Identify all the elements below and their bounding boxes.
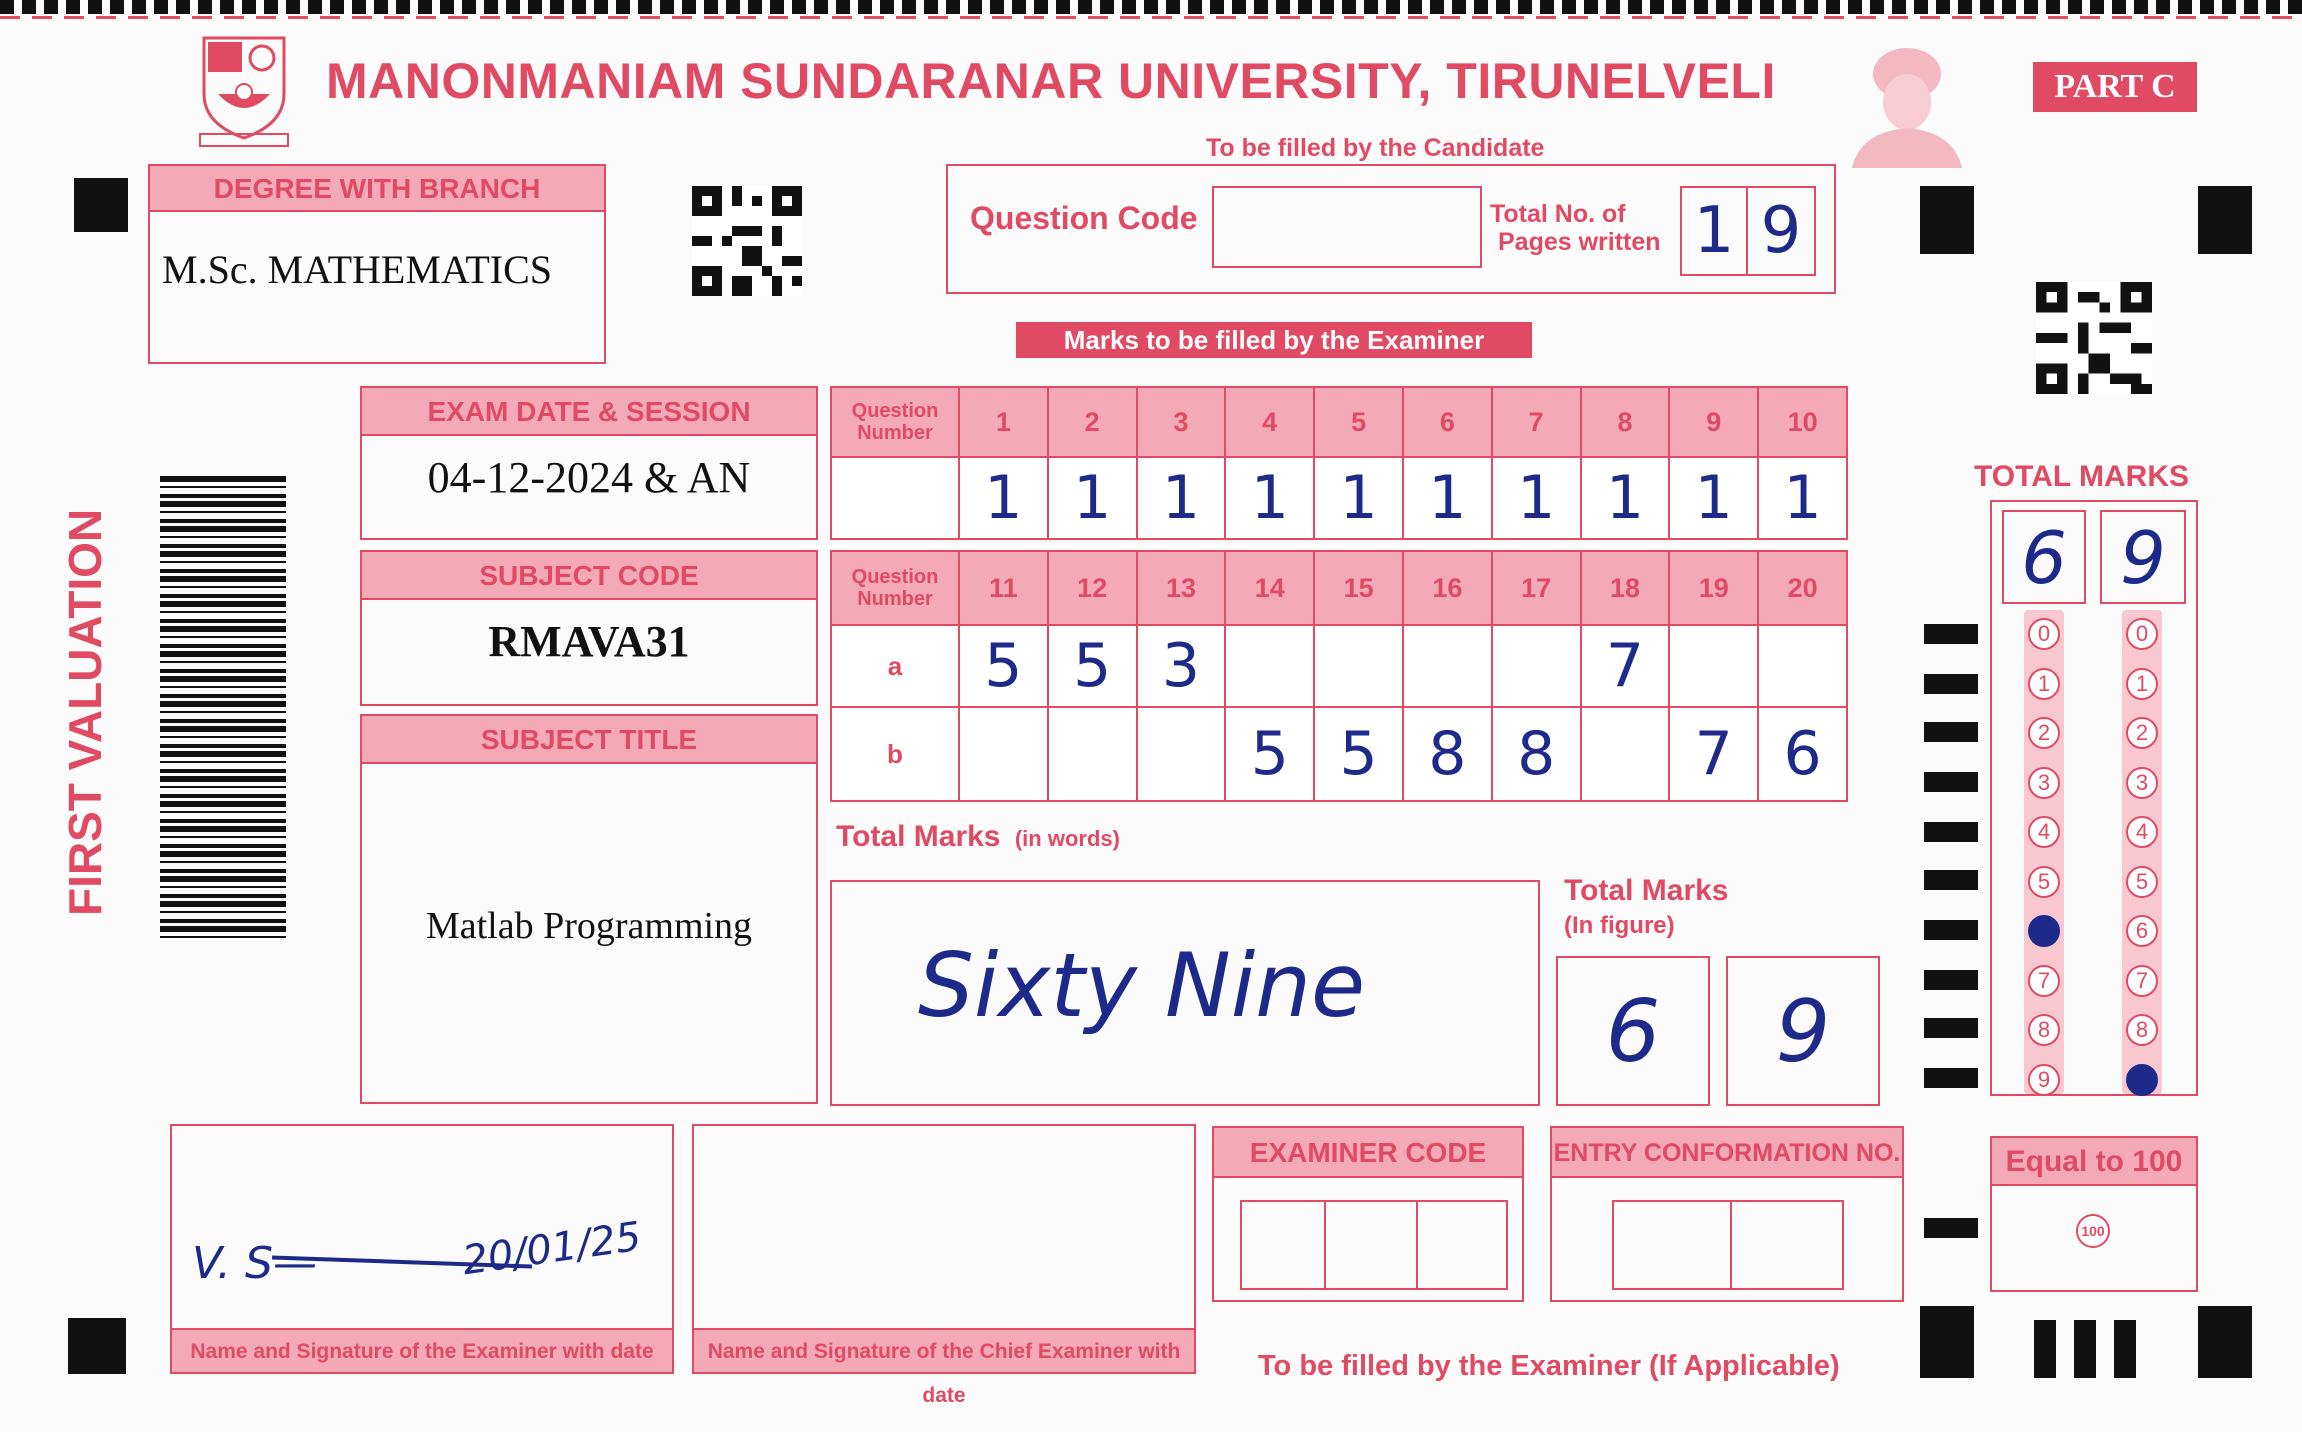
portrait-image xyxy=(1846,40,1968,168)
timing-mark xyxy=(1924,920,1978,940)
mark-cell[interactable]: 5 xyxy=(959,625,1048,707)
timing-mark xyxy=(1924,970,1978,990)
entry-conformation-label: ENTRY CONFORMATION NO. xyxy=(1552,1128,1902,1178)
total-words-value: Sixty Nine xyxy=(918,934,1366,1037)
subject-code-label: SUBJECT CODE xyxy=(362,552,816,600)
mark-cell[interactable]: 3 xyxy=(1137,625,1226,707)
examiner-signature-date: 20/01/25 xyxy=(459,1213,644,1285)
marks-grid-1 xyxy=(830,386,1848,540)
degree-value: M.Sc. MATHEMATICS xyxy=(162,247,553,292)
examiner-code-cell[interactable] xyxy=(1240,1200,1326,1290)
question-number: 15 xyxy=(1314,551,1403,625)
registration-mark xyxy=(68,1318,126,1374)
omr-bubble-2[interactable]: 2 xyxy=(2028,717,2060,749)
question-number: 14 xyxy=(1225,551,1314,625)
examiner-signature-box xyxy=(170,1124,674,1374)
total-marks-panel xyxy=(1990,500,2198,1096)
omr-bubble-3[interactable]: 3 xyxy=(2126,767,2158,799)
timing-bar xyxy=(2074,1320,2096,1378)
top-red-dash xyxy=(0,16,2302,19)
total-figure-digit-2-value: 9 xyxy=(1775,982,1831,1082)
timing-mark xyxy=(1924,1218,1978,1238)
mark-cell[interactable]: 5 xyxy=(1048,625,1137,707)
timing-mark xyxy=(1924,772,1978,792)
timing-mark xyxy=(1924,822,1978,842)
mark-cell[interactable] xyxy=(959,707,1048,801)
candidate-note: To be filled by the Candidate xyxy=(1206,134,1545,162)
question-number: 6 xyxy=(1403,387,1492,457)
timing-mark xyxy=(1924,624,1978,644)
question-number: 8 xyxy=(1581,387,1670,457)
equal-to-label: Equal to 100 xyxy=(1992,1138,2196,1186)
question-number: 9 xyxy=(1669,387,1758,457)
omr-bubble-3[interactable]: 3 xyxy=(2028,767,2060,799)
question-number: 19 xyxy=(1669,551,1758,625)
pages-label-line1: Total No. of xyxy=(1490,200,1626,228)
equal-to-box xyxy=(1990,1136,2198,1292)
degree-box xyxy=(148,164,606,364)
omr-bubble-1[interactable]: 1 xyxy=(2126,668,2158,700)
mark-cell[interactable] xyxy=(1137,707,1226,801)
mark-cell[interactable] xyxy=(1758,625,1847,707)
pages-digit-1[interactable] xyxy=(1680,186,1748,276)
exam-date-box xyxy=(360,386,818,540)
registration-mark xyxy=(74,178,128,232)
mark-cell[interactable] xyxy=(1314,625,1403,707)
question-number: 2 xyxy=(1048,387,1137,457)
subject-code-value: RMAVA31 xyxy=(488,617,690,666)
mark-cell[interactable]: 8 xyxy=(1403,707,1492,801)
mark-cell[interactable]: 1 xyxy=(1669,457,1758,539)
registration-mark xyxy=(2198,186,2252,254)
university-title: MANONMANIAM SUNDARANAR UNIVERSITY, TIRUNELVELI xyxy=(326,53,1776,109)
mark-cell[interactable]: 5 xyxy=(1314,707,1403,801)
total-marks-panel-label: TOTAL MARKS xyxy=(1974,460,2189,493)
examiner-code-panel xyxy=(1212,1126,1524,1302)
mark-cell[interactable]: 1 xyxy=(1581,457,1670,539)
mark-cell[interactable]: 8 xyxy=(1492,707,1581,801)
question-number: 7 xyxy=(1492,387,1581,457)
total-figure-digit-2[interactable] xyxy=(1726,956,1880,1106)
top-perforation xyxy=(0,0,2302,14)
question-number: 3 xyxy=(1137,387,1226,457)
examiner-code-cell[interactable] xyxy=(1416,1200,1508,1290)
entry-conformation-cell[interactable] xyxy=(1612,1200,1732,1290)
question-number: 13 xyxy=(1137,551,1226,625)
total-figure-sub: (In figure) xyxy=(1564,912,1675,939)
total-words-box[interactable] xyxy=(830,880,1540,1106)
subject-title-label: SUBJECT TITLE xyxy=(362,716,816,764)
mark-cell[interactable]: 1 xyxy=(1314,457,1403,539)
timing-mark xyxy=(1924,1068,1978,1088)
mark-cell[interactable]: 1 xyxy=(1492,457,1581,539)
omr-bubble-6[interactable]: 6 xyxy=(2126,915,2158,947)
examiner-signature-label: Name and Signature of the Examiner with date xyxy=(172,1328,672,1372)
pages-label-line2: Pages written xyxy=(1498,228,1661,256)
timing-bar xyxy=(2114,1320,2136,1378)
omr-bubble-0[interactable]: 0 xyxy=(2126,618,2158,650)
mark-cell[interactable]: 7 xyxy=(1669,707,1758,801)
question-number: 17 xyxy=(1492,551,1581,625)
mark-cell[interactable] xyxy=(1669,625,1758,707)
omr-bubble-7[interactable]: 7 xyxy=(2126,965,2158,997)
omr-bubble-2[interactable]: 2 xyxy=(2126,717,2158,749)
timing-mark xyxy=(1924,722,1978,742)
pages-digit-1-value: 1 xyxy=(1693,194,1735,268)
timing-bar xyxy=(2034,1320,2056,1378)
omr-bubble-7[interactable]: 7 xyxy=(2028,965,2060,997)
total-digit-1-value: 6 xyxy=(2021,516,2067,600)
registration-mark xyxy=(2198,1306,2252,1378)
question-number: 18 xyxy=(1581,551,1670,625)
row-b-label: b xyxy=(831,707,959,801)
subject-title-value: Matlab Programming xyxy=(425,905,753,947)
valuation-side-label: FIRST VALUATION xyxy=(59,508,111,916)
total-digit-2-value: 9 xyxy=(2120,516,2166,600)
omr-bubble-5[interactable]: 5 xyxy=(2028,866,2060,898)
subject-code-box xyxy=(360,550,818,706)
registration-mark xyxy=(1920,1306,1974,1378)
question-number: 20 xyxy=(1758,551,1847,625)
question-number: 11 xyxy=(959,551,1048,625)
registration-mark xyxy=(1920,186,1974,254)
omr-bubble-6[interactable]: 6 xyxy=(2028,915,2060,947)
mark-cell[interactable] xyxy=(1492,625,1581,707)
marks-grid-2 xyxy=(830,550,1848,802)
total-figure-digit-1[interactable] xyxy=(1556,956,1710,1106)
question-number: 10 xyxy=(1758,387,1847,457)
examiner-code-cell[interactable] xyxy=(1324,1200,1418,1290)
barcode xyxy=(160,476,286,944)
mark-cell[interactable] xyxy=(1048,707,1137,801)
equal-to-100-bubble[interactable]: 100 xyxy=(2076,1214,2110,1248)
degree-label: DEGREE WITH BRANCH xyxy=(150,166,604,212)
pages-digit-2-value: 9 xyxy=(1760,194,1802,268)
mark-cell[interactable]: 1 xyxy=(1048,457,1137,539)
question-number: 16 xyxy=(1403,551,1492,625)
part-badge: PART C xyxy=(2033,62,2197,112)
omr-bubble-8[interactable]: 8 xyxy=(2028,1014,2060,1046)
question-code-input[interactable] xyxy=(1212,186,1482,268)
question-number: 1 xyxy=(959,387,1048,457)
entry-conformation-cell[interactable] xyxy=(1730,1200,1844,1290)
total-words-sub: (in words) xyxy=(1014,826,1120,851)
total-figure-digit-1-value: 6 xyxy=(1605,982,1661,1082)
question-code-label: Question Code xyxy=(970,200,1198,236)
subject-title-box xyxy=(360,714,818,1104)
total-figure-label: Total Marks xyxy=(1564,874,1729,907)
timing-mark xyxy=(1924,870,1978,890)
omr-bubble-5[interactable]: 5 xyxy=(2126,866,2158,898)
qr-code xyxy=(2036,282,2152,394)
mark-cell[interactable]: 7 xyxy=(1581,625,1670,707)
mark-cell[interactable] xyxy=(1225,625,1314,707)
question-number-header: Question Number xyxy=(831,551,959,625)
mark-cell[interactable]: 1 xyxy=(1225,457,1314,539)
exam-date-value: 04-12-2024 & AN xyxy=(427,453,751,502)
mark-cell[interactable]: 1 xyxy=(959,457,1048,539)
examiner-code-label: EXAMINER CODE xyxy=(1214,1128,1522,1178)
pages-digit-2[interactable] xyxy=(1746,186,1816,276)
mark-cell[interactable]: 1 xyxy=(1758,457,1847,539)
omr-bubble-9[interactable]: 9 xyxy=(2126,1064,2158,1096)
omr-bubble-4[interactable]: 4 xyxy=(2028,816,2060,848)
omr-bubble-9[interactable]: 9 xyxy=(2028,1064,2060,1096)
mark-cell[interactable]: 1 xyxy=(1137,457,1226,539)
entry-conformation-panel xyxy=(1550,1126,1904,1302)
examiner-signature: V. S— xyxy=(192,1238,317,1289)
university-logo xyxy=(198,34,290,148)
question-code-panel xyxy=(946,164,1836,294)
examiner-note: Marks to be filled by the Examiner xyxy=(1016,322,1532,358)
omr-bubble-4[interactable]: 4 xyxy=(2126,816,2158,848)
omr-bubble-0[interactable]: 0 xyxy=(2028,618,2060,650)
chief-signature-label: Name and Signature of the Chief Examiner with date xyxy=(694,1328,1194,1372)
question-number: 4 xyxy=(1225,387,1314,457)
timing-mark xyxy=(1924,1018,1978,1038)
marks-row-label-cell xyxy=(831,457,959,539)
omr-bubble-1[interactable]: 1 xyxy=(2028,668,2060,700)
row-a-label: a xyxy=(831,625,959,707)
mark-cell[interactable]: 6 xyxy=(1758,707,1847,801)
timing-mark xyxy=(1924,674,1978,694)
mark-cell[interactable] xyxy=(1403,625,1492,707)
total-words-label: Total Marks (in words) xyxy=(836,820,1120,853)
qr-code xyxy=(692,186,802,296)
mark-cell[interactable]: 5 xyxy=(1225,707,1314,801)
footer-note: To be filled by the Examiner (If Applicable) xyxy=(1258,1350,1840,1382)
total-digit-box-2[interactable] xyxy=(2100,510,2186,604)
question-number: 5 xyxy=(1314,387,1403,457)
omr-bubble-8[interactable]: 8 xyxy=(2126,1014,2158,1046)
question-number-header: Question Number xyxy=(831,387,959,457)
exam-date-label: EXAM DATE & SESSION xyxy=(362,388,816,436)
chief-signature-box xyxy=(692,1124,1196,1407)
total-digit-box-1[interactable] xyxy=(2002,510,2086,604)
question-number: 12 xyxy=(1048,551,1137,625)
mark-cell[interactable]: 1 xyxy=(1403,457,1492,539)
mark-cell[interactable] xyxy=(1581,707,1670,801)
